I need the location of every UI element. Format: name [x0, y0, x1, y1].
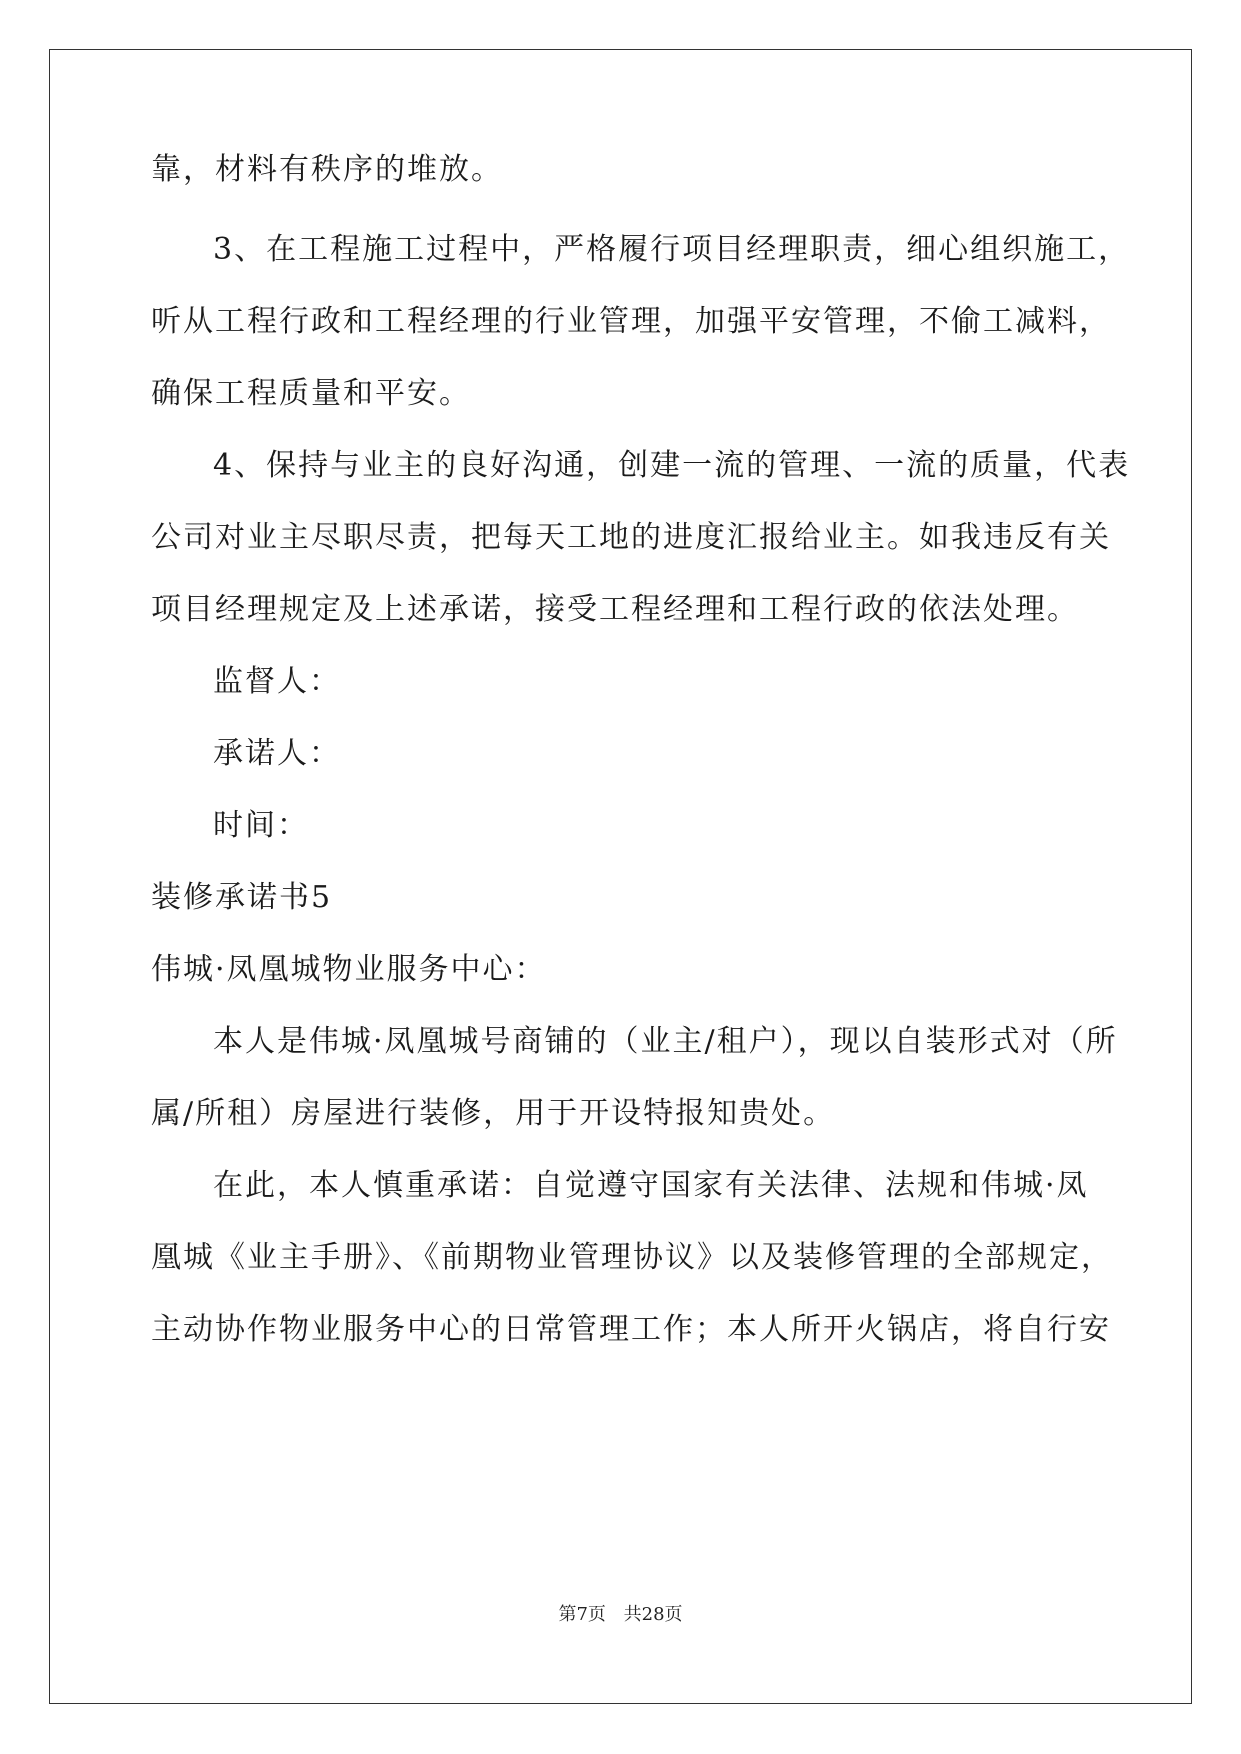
text-line: 3、在工程施工过程中，严格履行项目经理职责，细心组织施工，: [213, 232, 1131, 267]
section-title: 装修承诺书5: [151, 880, 333, 915]
text-line: 靠，材料有秩序的堆放。: [151, 152, 503, 187]
text-line: 4、保持与业主的良好沟通，创建一流的管理、一流的质量，代表: [213, 448, 1131, 483]
page-number: 第7页: [558, 1604, 606, 1625]
text-line: 项目经理规定及上述承诺，接受工程经理和工程行政的依法处理。: [151, 592, 1079, 627]
text-line: 公司对业主尽职尽责，把每天工地的进度汇报给业主。如我违反有关: [151, 520, 1111, 555]
date-label: 时间：: [213, 808, 309, 843]
text-line: 属/所租）房屋进行装修，用于开设特报知贵处。: [151, 1096, 836, 1131]
text-line: 听从工程行政和工程经理的行业管理，加强平安管理，不偷工减料，: [151, 304, 1111, 339]
addressee: 伟城·凤凰城物业服务中心：: [151, 952, 547, 987]
page-frame: [49, 49, 1192, 1704]
page-footer: [0, 1603, 1241, 1627]
text-line: 主动协作物业服务中心的日常管理工作；本人所开火锅店，将自行安: [151, 1312, 1111, 1347]
page-total: 共28页: [623, 1604, 683, 1625]
text-line: 在此，本人慎重承诺：自觉遵守国家有关法律、法规和伟城·凤: [213, 1168, 1089, 1203]
text-line: 确保工程质量和平安。: [151, 376, 471, 411]
promisor-label: 承诺人：: [213, 736, 341, 771]
text-line: 本人是伟城·凤凰城号商铺的（业主/租户），现以自装形式对（所: [213, 1024, 1118, 1059]
text-line: 凰城《业主手册》、《前期物业管理协议》以及装修管理的全部规定，: [151, 1240, 1113, 1275]
supervisor-label: 监督人：: [213, 664, 341, 699]
